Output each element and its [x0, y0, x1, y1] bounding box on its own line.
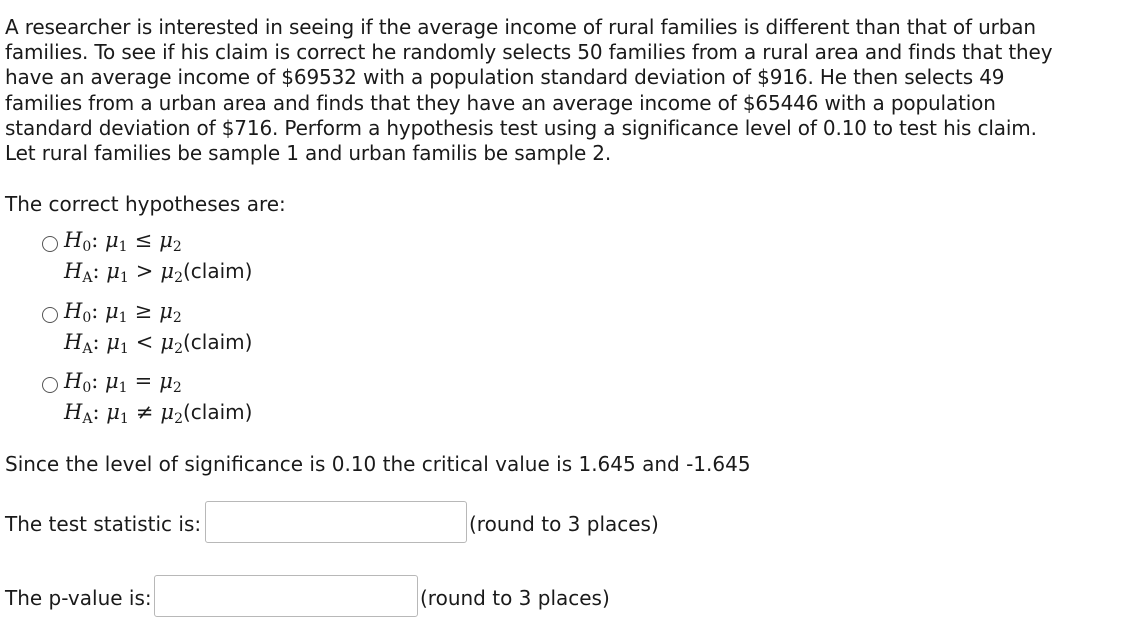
problem-statement — [5, 15, 1115, 166]
alternative-hypothesis: $H_A$: $\mu_1$ < $\mu_2(claim)$ — [64, 330, 253, 357]
null-hypothesis: $H_0$: $\mu_1 = \mu_2$ — [64, 369, 182, 396]
p-value-label: The p-value is: — [5, 586, 152, 610]
alternative-hypothesis: $H_A$: $\mu_1$ ≠ $\mu_2(claim)$ — [64, 400, 253, 427]
null-hypothesis: $H_0$: $\mu_1 \le \mu_2$ — [64, 228, 182, 255]
problem-line: have an average income of $69532 with a population standard deviation of $916. He then selects 49 — [5, 65, 1005, 90]
radio-button[interactable] — [42, 377, 58, 393]
problem-line: families from a urban area and finds that they have an average income of $65446 with a population — [5, 90, 996, 115]
radio-button[interactable] — [42, 307, 58, 323]
p-value-input[interactable] — [154, 575, 418, 617]
problem-line: families. To see if his claim is correct he randomly selects 50 families from a rural area and finds that they — [5, 40, 1053, 65]
test-statistic-input[interactable] — [205, 501, 467, 543]
test-statistic-rounding-note: (round to 3 places) — [469, 512, 659, 536]
critical-value-text: Since the level of significance is 0.10 the critical value is 1.645 and -1.645 — [5, 452, 751, 476]
test-statistic-label: The test statistic is: — [5, 512, 202, 536]
hypotheses-prompt: The correct hypotheses are: — [5, 192, 286, 216]
problem-line: Let rural families be sample 1 and urban familis be sample 2. — [5, 141, 612, 166]
radio-button[interactable] — [42, 236, 58, 252]
null-hypothesis: $H_0$: $\mu_1 \ge \mu_2$ — [64, 299, 182, 326]
p-value-rounding-note: (round to 3 places) — [420, 586, 610, 610]
problem-line: standard deviation of $716. Perform a hypothesis test using a significance level of 0.10 to test his claim. — [5, 115, 1037, 140]
alternative-hypothesis: $H_A$: $\mu_1$ > $\mu_2(claim)$ — [64, 259, 253, 286]
problem-line: A researcher is interested in seeing if the average income of rural families is different than that of urban — [5, 15, 1036, 39]
